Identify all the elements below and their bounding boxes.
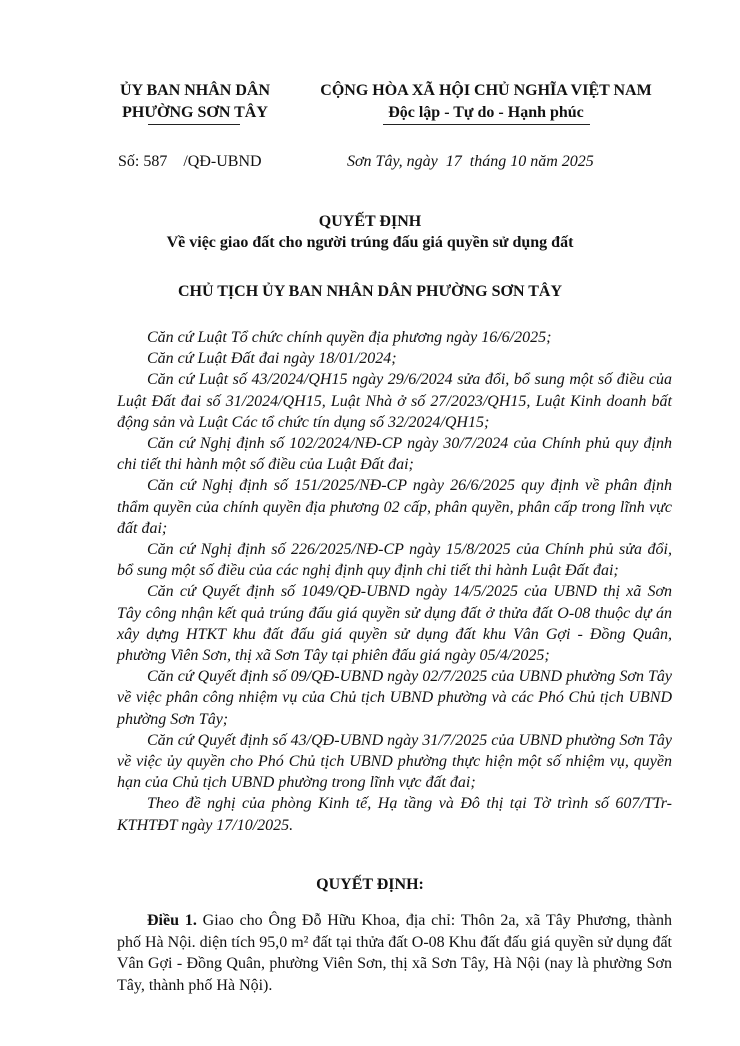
document-title: QUYẾT ĐỊNH xyxy=(318,213,422,230)
document-number: Số: 587 /QĐ-UBND xyxy=(118,153,262,170)
legal-basis-item: Căn cứ Luật số 43/2024/QH15 ngày 29/6/2024 sửa đổi, bổ sung một số điều của Luật Đất đai số 31/2024/QH15, Luật Nhà ở số 27/2023/QH15, Luật Kinh doanh bất động sản và Luật Các tổ chức tín dụng số 32/2024/QH15; xyxy=(117,371,672,431)
place-date: Sơn Tây, ngày 17 tháng 10 năm 2025 xyxy=(347,153,594,170)
article-1-paragraph xyxy=(117,910,672,996)
article-1-label: Điều 1. xyxy=(147,912,197,929)
motto-line-1: CỘNG HÒA XÃ HỘI CHỦ NGHĨA VIỆT NAM xyxy=(320,82,652,99)
article-1-text: Giao cho Ông Đỗ Hữu Khoa, địa chỉ: Thôn 2a, xã Tây Phương, thành phố Hà Nội. diện tích 95,0 m² đất tại thửa đất O-08 Khu đất đấu giá quyền sử dụng đất Vân Gợi - Đồng Quân, phường Viên Sơn, thị xã Sơn Tây, Hà Nội (nay là phường Sơn Tây, thành phố Hà Nội). xyxy=(117,912,672,994)
article-1 xyxy=(117,910,672,996)
legal-bases xyxy=(117,327,672,836)
legal-basis-item: Căn cứ Nghị định số 102/2024/NĐ-CP ngày 30/7/2024 của Chính phủ quy định chi tiết thi hành một số điều của Luật Đất đai; xyxy=(117,435,672,474)
agency-line-1: ỦY BAN NHÂN DÂN xyxy=(119,82,271,99)
legal-basis-item: Căn cứ Quyết định số 43/QĐ-UBND ngày 31/7/2025 của UBND phường Sơn Tây về việc ủy quyền cho Phó Chủ tịch UBND phường thực hiện một số nhiệm vụ, quyền hạn của Chủ tịch UBND phường trong lĩnh vực đất đai; xyxy=(117,731,672,792)
legal-basis-item: Căn cứ Luật Đất đai ngày 18/01/2024; xyxy=(147,350,397,368)
national-motto xyxy=(296,80,676,124)
motto-line-2: Độc lập - Tự do - Hạnh phúc xyxy=(388,104,584,121)
legal-basis-item: Theo đề nghị của phòng Kinh tế, Hạ tầng và Đô thị tại Tờ trình số 607/TTr-KTHTĐT ngày 17/10/2025. xyxy=(117,795,672,834)
legal-basis-item: Căn cứ Luật Tổ chức chính quyền địa phương ngày 16/6/2025; xyxy=(147,329,552,346)
legal-basis-item: Căn cứ Nghị định số 226/2025/NĐ-CP ngày 15/8/2025 của Chính phủ sửa đổi, bổ sung một số điều của các nghị định quy định chi tiết thi hành Luật Đất đai; xyxy=(117,541,672,580)
agency-line-2: PHƯỜNG SƠN TÂY xyxy=(122,104,268,121)
decision-heading: QUYẾT ĐỊNH: xyxy=(316,876,424,893)
motto-underline xyxy=(383,124,590,125)
legal-basis-item: Căn cứ Quyết định số 1049/QĐ-UBND ngày 14/5/2025 của UBND thị xã Sơn Tây công nhận kết quả trúng đấu giá quyền sử dụng đất ở thửa đất O-08 thuộc dự án xây dựng HTKT khu đất đấu giá quyền sử dụng đất khu Vân Gợi - Đồng Quân, phường Viên Sơn, thị xã Sơn Tây tại phiên đấu giá ngày 05/4/2025; xyxy=(117,583,672,665)
issuing-agency xyxy=(100,80,290,124)
document-subtitle: Về việc giao đất cho người trúng đấu giá quyền sử dụng đất xyxy=(166,234,574,251)
agency-underline xyxy=(148,124,240,125)
issuing-authority: CHỦ TỊCH ỦY BAN NHÂN DÂN PHƯỜNG SƠN TÂY xyxy=(177,283,563,300)
legal-basis-item: Căn cứ Nghị định số 151/2025/NĐ-CP ngày 26/6/2025 quy định về phân định thẩm quyền của chính quyền địa phương 02 cấp, phân quyền, phân cấp trong lĩnh vực đất đai; xyxy=(117,477,672,537)
legal-basis-item: Căn cứ Quyết định số 09/QĐ-UBND ngày 02/7/2025 của UBND phường Sơn Tây về việc phân công nhiệm vụ của Chủ tịch UBND phường và các Phó Chủ tịch UBND phường Sơn Tây; xyxy=(117,668,672,728)
